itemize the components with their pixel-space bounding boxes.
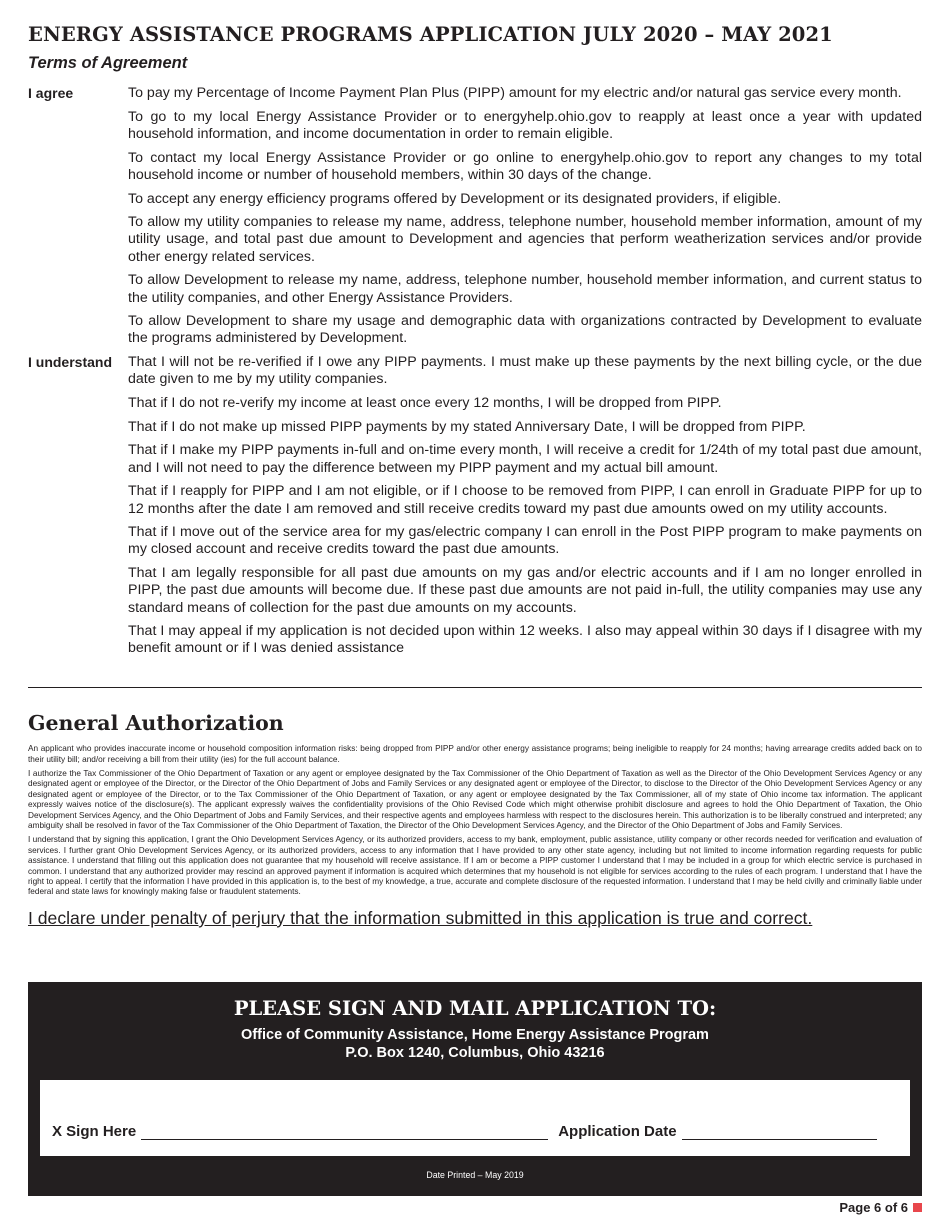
application-date-label: Application Date bbox=[558, 1123, 677, 1140]
page-title: ENERGY ASSISTANCE PROGRAMS APPLICATION JULY 2020 – MAY 2021 bbox=[28, 23, 833, 46]
sign-label: X Sign Here bbox=[52, 1123, 137, 1140]
terms-of-agreement bbox=[28, 85, 922, 664]
agree-item: To contact my local Energy Assistance Provider or go online to energyhelp.ohio.gov to report any changes to my total household income or number of household members, within 30 days of the change. bbox=[128, 149, 922, 183]
document-page bbox=[28, 22, 922, 929]
mail-instructions-box bbox=[28, 982, 922, 1196]
perjury-declaration: I declare under penalty of perjury that the information submitted in this application is true and correct. bbox=[28, 907, 813, 928]
understand-item: That I will not be re-verified if I owe any PIPP payments. I must make up these payments by the next billing cycle, or the due date given to me by my utility companies. bbox=[128, 354, 922, 388]
understand-item: That I am legally responsible for all past due amounts on my gas and/or electric accounts and if I am no longer enrolled in PIPP, the past due amounts will become due. If these past due amounts are not paid in-full, the utility companies may use any standard means of collection for the past due amounts on my accounts. bbox=[128, 565, 922, 616]
understand-item: That if I reapply for PIPP and I am not eligible, or if I choose to be removed from PIPP, I can enroll in Graduate PIPP for up to 12 months after the date I am removed and still receive credits toward my past due amounts owed on my utility accounts. bbox=[128, 483, 922, 517]
signature-field[interactable] bbox=[141, 1126, 548, 1140]
signature-area bbox=[40, 1080, 910, 1156]
mail-address-office: Office of Community Assistance, Home Energy Assistance Program bbox=[241, 1027, 709, 1043]
mail-title: PLEASE SIGN AND MAIL APPLICATION TO: bbox=[233, 997, 717, 1020]
mail-address-box: P.O. Box 1240, Columbus, Ohio 43216 bbox=[345, 1045, 605, 1061]
page-number-text: Page 6 of 6 bbox=[839, 1200, 908, 1215]
agree-item: To accept any energy efficiency programs offered by Development or its designated providers, if eligible. bbox=[128, 190, 782, 207]
understand-label: I understand bbox=[28, 354, 113, 371]
agree-item: To pay my Percentage of Income Payment Plan Plus (PIPP) amount for my electric and/or natural gas service every month. bbox=[128, 85, 902, 101]
authorization-paragraph: An applicant who provides inaccurate income or household composition information risks: being dropped from PIPP and/or other energy assistance programs; being ineligible to reapply for 24 months; having arrearage credits added back on to their utility bill; and/or receiving a bill from their utility (ies) for the full account balance. bbox=[28, 744, 922, 764]
authorization-paragraph: I understand that by signing this application, I grant the Ohio Development Services Agency, or its authorized providers, access to my bank, employment, public assistance, utility company or other records needed for verification and evaluation of services. I further grant Ohio Development Services Agency, or its authorized providers, access to any information that I have provided to any other state agency, including but not limited to income information regarding requests for public assistance. I understand that filling out this application does not guarantee that my household will receive assistance. If I am or become a PIPP customer I understand that I may be included in a group for which electric service is purchased in common. I understand that any authorized provider may rescind an approved payment if information is acquired which determines that my household is not eligible for services according to the rules of each program. I understand that I have the right to appeal. I certify that the information I have provided in this application is, to the best of my knowledge, a true, accurate and complete disclosure of the requested information. I understand that I may be held civilly and criminally liable under federal and state laws for knowingly making false or fraudulent statements. bbox=[28, 835, 922, 897]
agree-item: To allow Development to share my usage and demographic data with organizations contracted by Development to evaluate the programs administered by Development. bbox=[128, 313, 922, 347]
understand-item: That if I move out of the service area for my gas/electric company I can enroll in the Post PIPP program to make payments on my closed account and receive credits toward the past due amounts. bbox=[128, 524, 922, 558]
understand-item: That I may appeal if my application is not decided upon within 12 weeks. I also may appeal within 30 days if I disagree with my benefit amount or if I was denied assistance bbox=[128, 623, 922, 657]
understand-group bbox=[28, 354, 922, 664]
agree-item: To allow my utility companies to release my name, address, telephone number, household member information, amount of my utility usage, and total past due amount to Development and agencies that perform weatherization services and/or provide other energy related services. bbox=[128, 214, 922, 265]
general-authorization-title: General Authorization bbox=[28, 711, 284, 736]
page-number bbox=[839, 1200, 922, 1215]
authorization-paragraph: I authorize the Tax Commissioner of the Ohio Department of Taxation or any agent or employee designated by the Tax Commissioner of the Ohio Department of Taxation as well as the Director of the Ohio Development Services Agency or any designated agent or employee of the Director, or the Director of the Ohio Department of Jobs and Family Services or any designated agent or employee of the Director, to disclose to the Director of the Ohio Development Services Agency or any designated agent or employee of the Director, or to the Tax Commissioner of the Ohio Department of Taxation, or any agent or employee designated by the Tax Commissioner, all of my state of Ohio income tax information. The applicant expressly waives notice of the disclosure(s). The applicant expressly waives the confidentiality provisions of the Ohio Revised Code which might otherwise prohibit disclosure and agrees to hold the Ohio Department of Taxation, the Ohio Development Services Agency, and the Ohio Department of Jobs and Family Services, and their respective agents and employees harmless with respect to the disclosures herein. This authorization is to be liberally construed and interpreted; any ambiguity shall be resolved in favor of the Tax Commissioner of the Ohio Department of Taxation, the Director of the Ohio Development Services Agency, and the Director of the Ohio Department of Jobs and Family Services. bbox=[28, 769, 922, 831]
application-date-field[interactable] bbox=[682, 1126, 877, 1140]
understand-item: That if I make my PIPP payments in-full and on-time every month, I will receive a credit for 1/24th of my total past due amount, and I will not need to pay the difference between my PIPP payment and my actual bill amount. bbox=[128, 442, 922, 476]
section-divider bbox=[28, 687, 922, 688]
red-square-marker-icon bbox=[913, 1203, 922, 1212]
understand-item: That if I do not re-verify my income at least once every 12 months, I will be dropped from PIPP. bbox=[128, 395, 722, 412]
agree-item: To go to my local Energy Assistance Provider or to energyhelp.ohio.gov to reapply at least once a year with updated household information, and income documentation in order to remain eligible. bbox=[128, 108, 922, 142]
agree-item: To allow Development to release my name, address, telephone number, household member information, and current status to the utility companies, and other Energy Assistance Providers. bbox=[128, 272, 922, 306]
agree-group bbox=[28, 85, 922, 354]
date-printed: Date Printed – May 2019 bbox=[426, 1170, 524, 1180]
section-subtitle: Terms of Agreement bbox=[28, 54, 188, 72]
understand-item: That if I do not make up missed PIPP payments by my stated Anniversary Date, I will be dropped from PIPP. bbox=[128, 418, 806, 435]
agree-label: I agree bbox=[28, 85, 74, 101]
